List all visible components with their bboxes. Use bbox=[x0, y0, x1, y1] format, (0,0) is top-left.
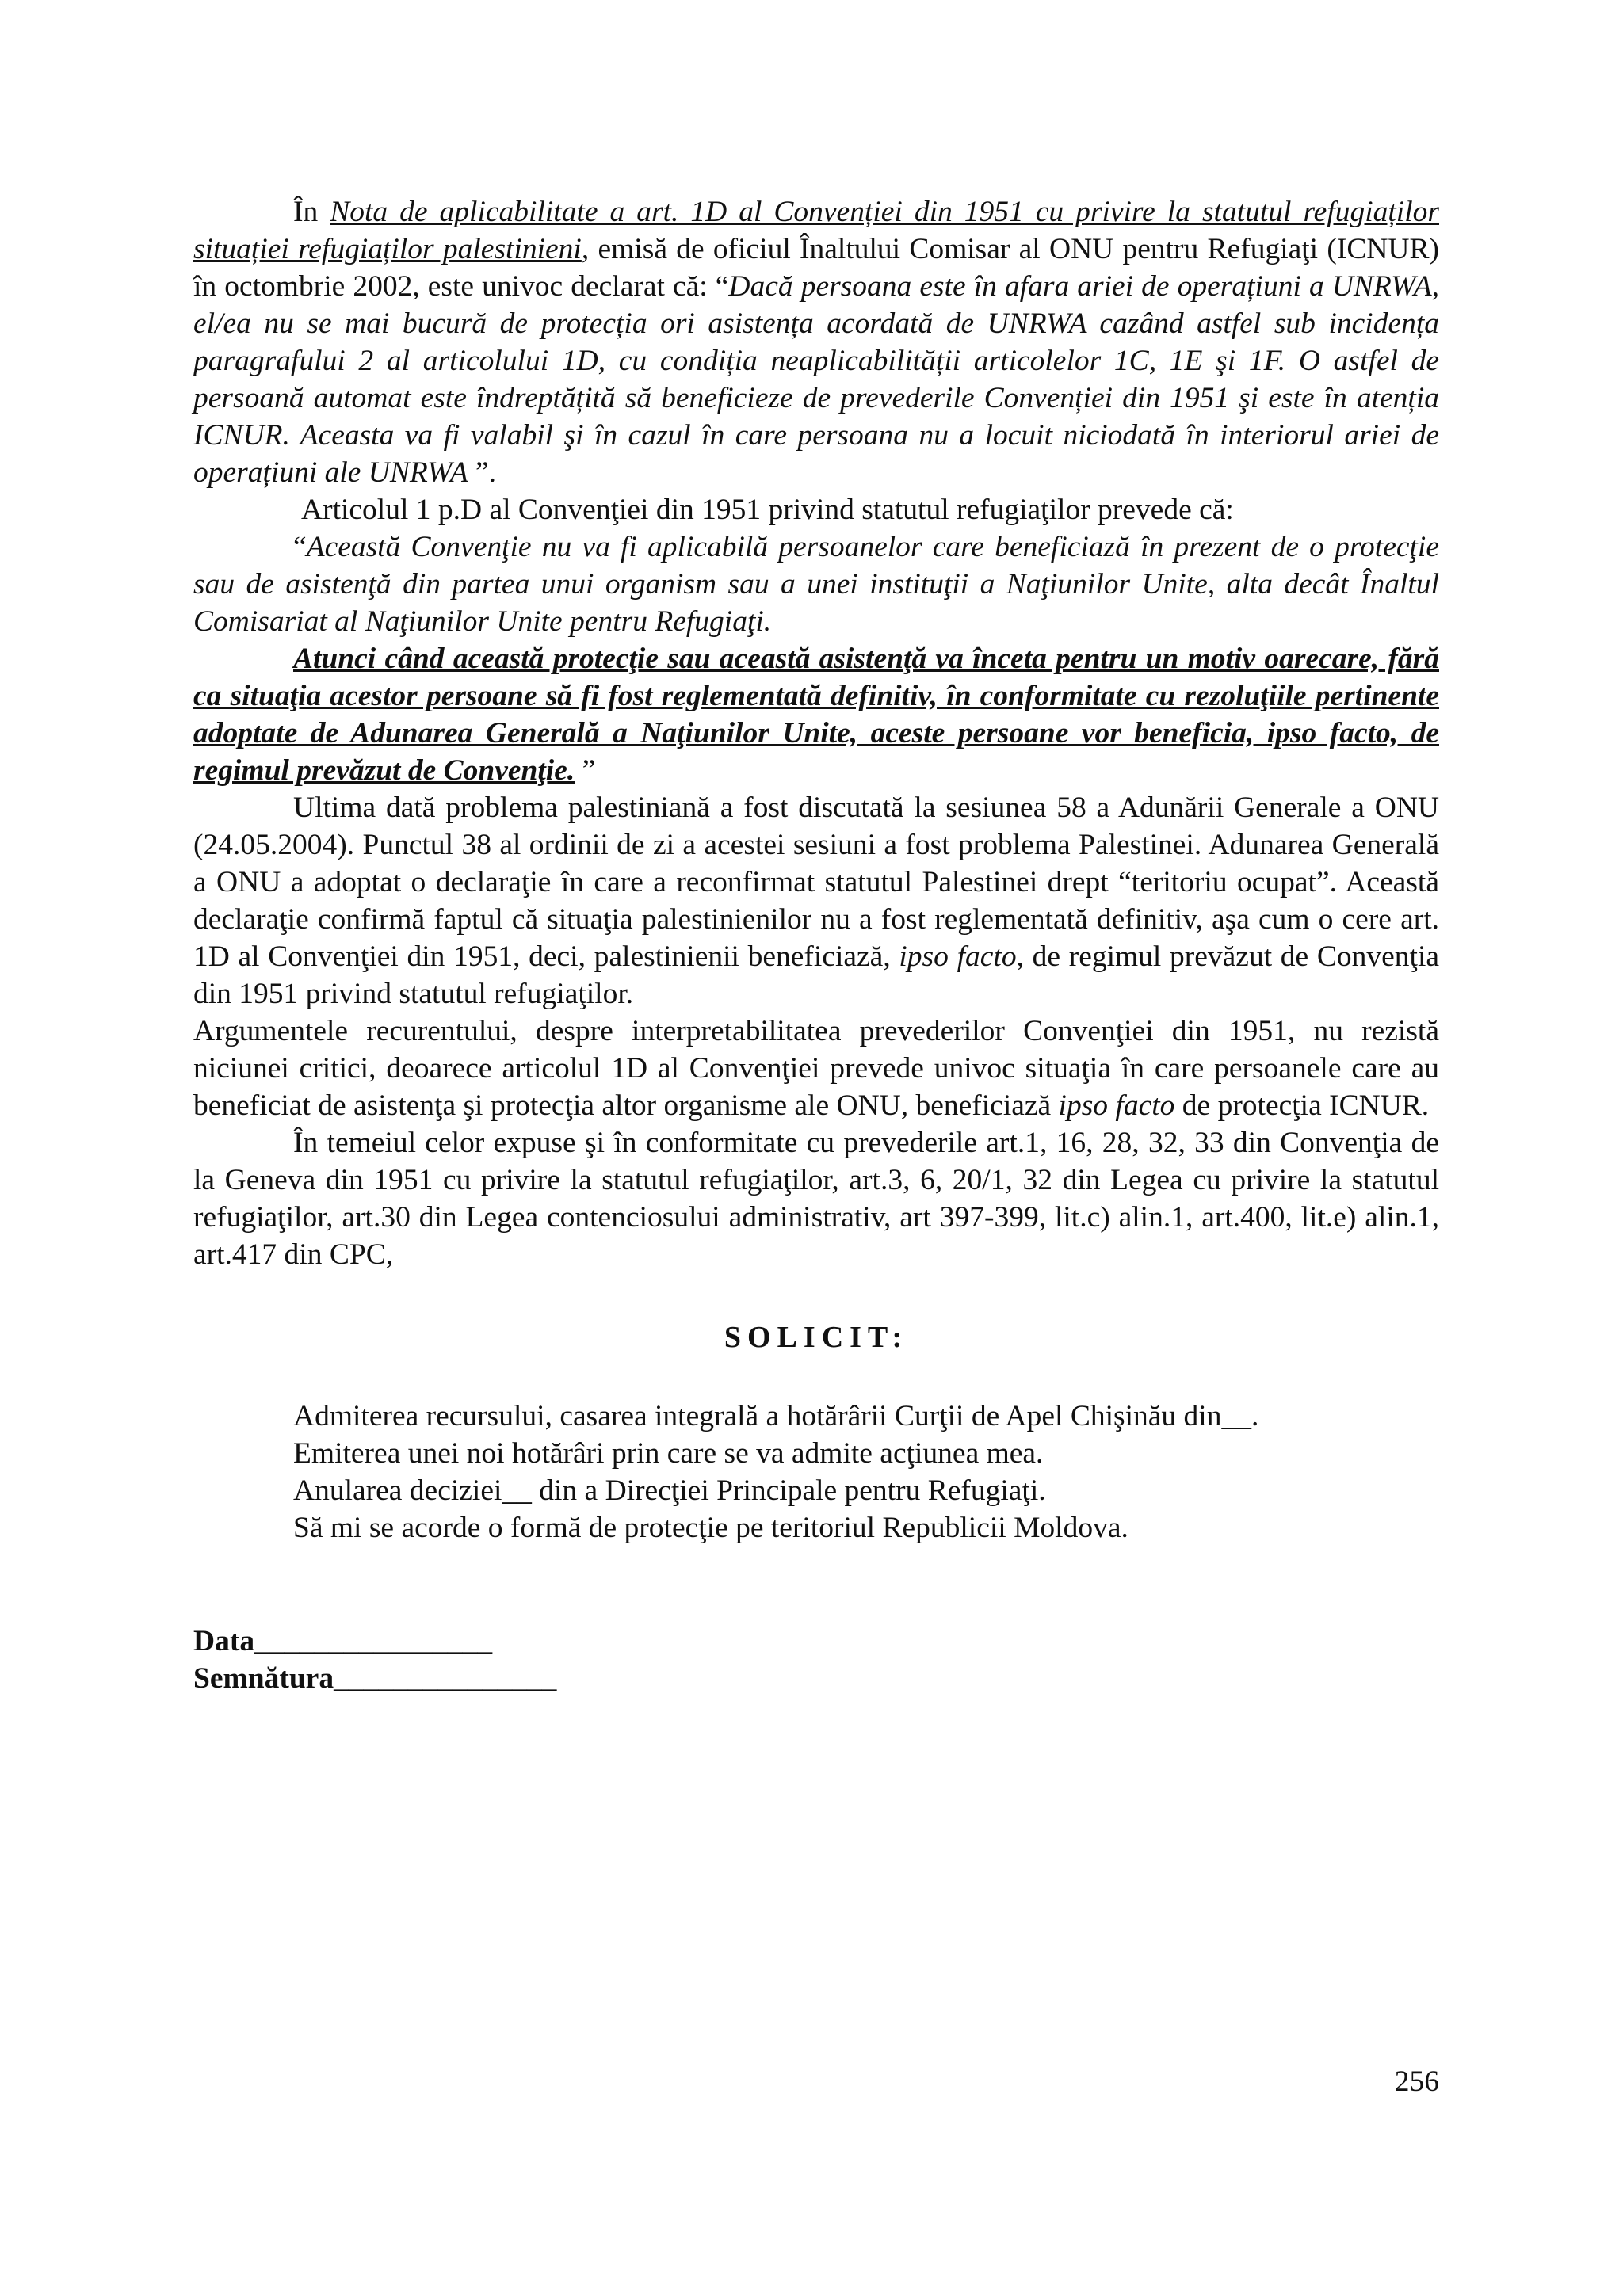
nota-quote: Dacă persoana este în afara ariei de operațiuni a UNRWA, el/ea nu se mai bucură de protecția ori asistența acordată de UNRWA cazând astfel sub incidența paragrafului 2 al articolului 1D, cu condiția neaplicabilității articolelor 1C, 1E şi 1F. O astfel de persoană automat este îndreptățită să beneficieze de prevederile Convenției din 1951 şi este în atenția ICNUR. Aceasta va fi valabil şi în cazul în care persoana nu a locuit niciodată în interiorul ariei de operațiuni ale UNRWA bbox=[193, 270, 1439, 489]
request-list bbox=[193, 1398, 1439, 1547]
paragraph-text: , de regimul prevăzut de Convenţia din 1951 privind statutul refugiaţilor. bbox=[193, 940, 1440, 1010]
paragraph-emphasis bbox=[193, 640, 1439, 789]
paragraph-text: Argumentele recurentului, despre interpretabilitatea prevederilor Convenţiei din 1951, nu rezistă niciunei critici, deoarece articolul 1D al Convenţiei prevede univoc situaţia în care persoanele care au beneficiat de asistenţa şi protecţia altor organisme ale ONU, beneficiază bbox=[193, 1015, 1439, 1122]
request-item: Anularea deciziei__ din a Direcţiei Principale pentru Refugiaţi. bbox=[293, 1474, 1046, 1507]
ipso-facto: ipso facto bbox=[899, 940, 1017, 973]
paragraph-text: Ultima dată problema palestiniană a fost discutată la sesiunea 58 a Adunării Generale a ONU (24.05.2004). Punctul 38 al ordinii de zi a acestei sesiuni a fost problema Palestinei. Adunarea Generală a ONU a adoptat o declaraţie în care a reconfirmat statutul Palestinei drept “teritoriu ocupat”. Această declaraţie confirmă faptul că situaţia palestinienilor nu a fost reglementată definitiv, aşa cum o cere art. 1D al Convenţiei din 1951, deci, palestinienii beneficiază, bbox=[193, 791, 1439, 973]
quote-open: “ bbox=[293, 531, 307, 563]
document-body bbox=[193, 193, 1439, 1697]
paragraph-lead: În bbox=[293, 196, 330, 228]
paragraph-text: de protecţia ICNUR. bbox=[1174, 1089, 1430, 1122]
quote-close: ”. bbox=[468, 456, 497, 489]
date-line: Data________________ bbox=[193, 1625, 493, 1657]
emphasis-text: Atunci când această protecţie sau această asistenţă va înceta pentru un motiv oarecare, fără ca situaţia acestor persoane să fi fost reglementată definitiv, în conformitate cu rezoluţiile pertinente adoptate de Adunarea Generală a Naţiunilor Unite, aceste persoane vor beneficia, ipso facto, de regimul prevăzut de Convenţie. bbox=[193, 643, 1439, 787]
paragraph-arguments bbox=[193, 1013, 1439, 1124]
paragraph-article: Articolul 1 p.D al Convenţiei din 1951 privind statutul refugiaţilor prevede că: bbox=[301, 494, 1234, 526]
signature-block bbox=[193, 1623, 1439, 1697]
article-quote: Această Convenţie nu va fi aplicabilă persoanelor care beneficiază în prezent de o protecţie sau de asistenţă din partea unui organism sau a unei instituţii a Naţiunilor Unite, alta decât Înaltul Comisariat al Naţiunilor Unite pentru Refugiaţi. bbox=[193, 531, 1439, 638]
request-item: Să mi se acorde o formă de protecţie pe teritoriul Republicii Moldova. bbox=[293, 1512, 1128, 1544]
paragraph-text: , emisă de oficiul Înaltului Comisar al ONU pentru Refugiaţi (ICNUR) în octombrie 2002, este univoc declarat că: “ bbox=[193, 233, 1439, 303]
nota-title: Nota de aplicabilitate a art. 1D al Convenției din 1951 cu privire la statutul refugiaților situației refugiaților palestinieni bbox=[193, 196, 1439, 265]
ipso-facto: ipso facto bbox=[1058, 1089, 1175, 1122]
request-item: Emiterea unei noi hotărâri prin care se va admite acţiunea mea. bbox=[293, 1437, 1044, 1470]
request-item: Admiterea recursului, casarea integrală a hotărârii Curţii de Apel Chişinău din__. bbox=[293, 1400, 1259, 1432]
section-heading: SOLICIT: bbox=[724, 1321, 909, 1354]
signature-line: Semnătura_______________ bbox=[193, 1662, 557, 1695]
paragraph-article-quote bbox=[193, 528, 1439, 640]
paragraph-legal-basis: În temeiul celor expuse şi în conformitate cu prevederile art.1, 16, 28, 32, 33 din Convenţia de la Geneva din 1951 cu privire la statutul refugiaţilor, art.3, 6, 20/1, 32 din Legea cu privire la statutul refugiaţilor, art.30 din Legea contenciosului administrativ, art 397-399, lit.c) alin.1, art.400, lit.e) alin.1, art.417 din CPC, bbox=[193, 1127, 1439, 1271]
quote-close: ” bbox=[575, 754, 596, 787]
paragraph-nota bbox=[193, 193, 1439, 491]
page-number: 256 bbox=[1394, 2065, 1439, 2098]
paragraph-palestine bbox=[193, 789, 1439, 1013]
